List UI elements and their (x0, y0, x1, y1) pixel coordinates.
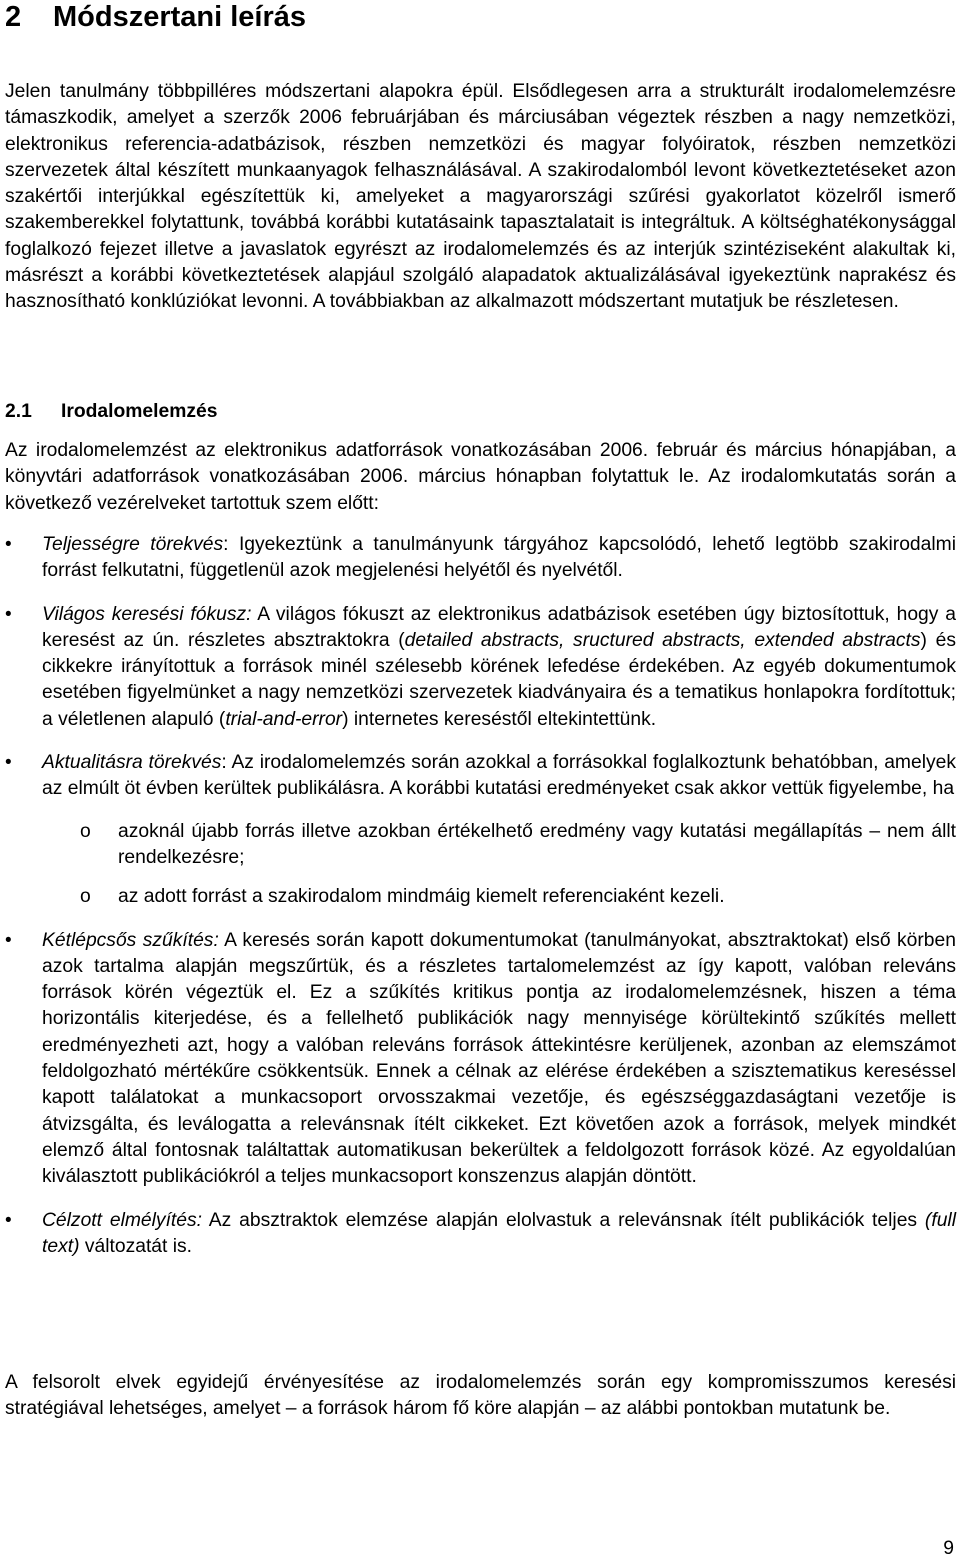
principle-term: Célzott elmélyítés: (42, 1209, 203, 1231)
principle-text: Az irodalomelemzés során azokkal a forrásokkal foglalkoztunk behatóbban, amelyek az elmúlt öt évben kerültek publikálásra. A korábbi kutatási eredményeket csak akkor vettük figyelembe, ha (42, 752, 956, 800)
principle-text: ) és cikkekre irányítottuk a források minél szélesebb körének lefedése érdekében. Az egyéb dokumentumok esetében figyelmünket a nagy nemzetközi szervezetek kiadványaira és a tematikus honlapokra fordítottuk; a véletlenen alapuló ( (42, 629, 956, 730)
circle-bullet-icon: o (80, 820, 91, 842)
principles-list (5, 532, 956, 1277)
intro-paragraph: Jelen tanulmány többpilléres módszertani alapokra épül. Elsődlegesen arra a strukturált irodalomelemzésre támaszkodik, amelyet a szerzők 2006 februárjában és márciusában végeztek részben a nagy nemzetközi, elektronikus referencia-adatbázisok, részben nemzetközi és magyar folyóiratok, részben nemzetközi szervezetek által készített munkaanyagok felhasználásával. A szakirodalomból levont következtetéseket azon szakértői interjúkkal egészítettük ki, amelyeket a magyarországi szűrési gyakorlatot közelről ismerő szakemberekkel folytattunk, továbbá korábbi kutatásaink tapasztalatait is integráltuk. A költséghatékonysággal foglalkozó fejezet illetve a javaslatok egyrészt az irodalomelemzés és az interjúk szintéziseként alakultak ki, másrészt a korábbi következtetések alapjául szolgáló alapadatok aktualizálásával igyekeztünk naprakész és hasznosítható konklúziókat levonni. A továbbiakban az alkalmazott módszertant mutatjuk be részletesen. (5, 81, 956, 313)
condition-text: az adott forrást a szakirodalom mindmáig kiemelt referenciaként kezeli. (118, 886, 725, 908)
subsection-title: Irodalomelemzés (61, 401, 218, 422)
principle-italic: trial-and-error (225, 708, 343, 730)
list-item (5, 928, 956, 1191)
subsection-heading (5, 399, 217, 425)
list-item (5, 532, 956, 585)
bullet-icon: • (5, 603, 12, 625)
sub-list-item (42, 884, 956, 910)
bullet-icon: • (5, 929, 12, 951)
principle-term: Aktualitásra törekvés (42, 752, 222, 774)
principle-text: ) internetes kereséstől eltekintettünk. (342, 708, 657, 730)
principle-term: Világos keresési fókusz: (42, 603, 252, 625)
term-separator: : (221, 752, 232, 774)
condition-text: azoknál újabb forrás illetve azokban értékelhető eredmény vagy kutatási megállapítás – nem állt rendelkezésre; (118, 820, 956, 868)
list-item (5, 750, 956, 910)
principle-italic: (full text) (42, 1209, 956, 1257)
section-title: Módszertani leírás (53, 1, 307, 33)
principle-italic: detailed abstracts, sructured abstracts, extended abstracts (404, 629, 921, 651)
term-separator (202, 1210, 209, 1231)
subsection-intro-paragraph: Az irodalomelemzést az elektronikus adatforrások vonatkozásában 2006. február és március hónapjában, a könyvtári adatforrások vonatkozásában 2006. március hónapban folytattuk le. Az irodalomkutatás során a következő vezérelveket tartottuk szem előtt: (5, 440, 956, 514)
section-heading (5, 0, 306, 34)
bullet-icon: • (5, 534, 12, 555)
principle-text: Az absztraktok elemzése alapján elolvastuk a relevánsnak ítélt publikációk teljes (208, 1209, 925, 1231)
sub-list-item (42, 819, 956, 872)
principle-term: Kétlépcsős szűkítés: (42, 929, 219, 951)
principle-text: A keresés során kapott dokumentumokat (tanulmányokat, absztraktokat) első körben azok tartalma alapján megszűrtük, és a részletes tartalomelemzést az így kapott, valóban releváns források körén végeztük el. Ez a szűkítés kritikus pontja az irodalomelemzésnek, hiszen a téma horizontális kiterjedése, és a fellelhető publikációk nagy mennyisége körültekintő szűkítés mellett eredményezheti azt, hogy a valóban releváns források áttekintésre kerüljenek, azonban az elemszámot feldolgozható mértékűre csökkentsük. Ennek a célnak az elérése érdekében a szisztematikus kereséssel kapott találatokat a munkacsoport orvosszakmai vezetője, és egészséggazdaságtani vezetője is átvizsgálta, és leválogatta a relevánsnak ítélt cikkeket. Ezt követően azok a források, melyek mindkét elemző által fontosnak találtattak automatikusan bekerültek a feldolgozott források közé. Az egyoldalúan kiválasztott publikációkról a teljes munkacsoport konszenzus alapján döntött. (42, 929, 956, 1188)
subsection-number: 2.1 (5, 401, 32, 422)
page-number: 9 (943, 1538, 954, 1559)
closing-paragraph: A felsorolt elvek egyidejű érvényesítése az irodalomelemzés során egy kompromisszumos keresési stratégiával lehetséges, amelyet – a források három fő köre alapján – az alábbi pontokban mutatunk be. (5, 1372, 956, 1420)
list-item (5, 602, 956, 733)
circle-bullet-icon: o (80, 886, 91, 908)
bullet-icon: • (5, 1209, 12, 1231)
principle-text: változatát is. (79, 1235, 193, 1257)
term-separator: : (223, 534, 239, 555)
list-item (5, 1208, 956, 1261)
bullet-icon: • (5, 752, 12, 774)
principle-text: A világos fókuszt az elektronikus adatbázisok esetében úgy biztosítottuk, hogy a keresést az ún. részletes absztraktokra ( (42, 603, 956, 651)
principle-text: Igyekeztünk a tanulmányunk tárgyához kapcsolódó, lehető legtöbb szakirodalmi forrást felkutatni, függetlenül azok megjelenési helyétől és nyelvétől. (42, 534, 956, 582)
condition-list (42, 819, 956, 911)
section-number: 2 (5, 1, 22, 33)
principle-term: Teljességre törekvés (42, 534, 224, 555)
